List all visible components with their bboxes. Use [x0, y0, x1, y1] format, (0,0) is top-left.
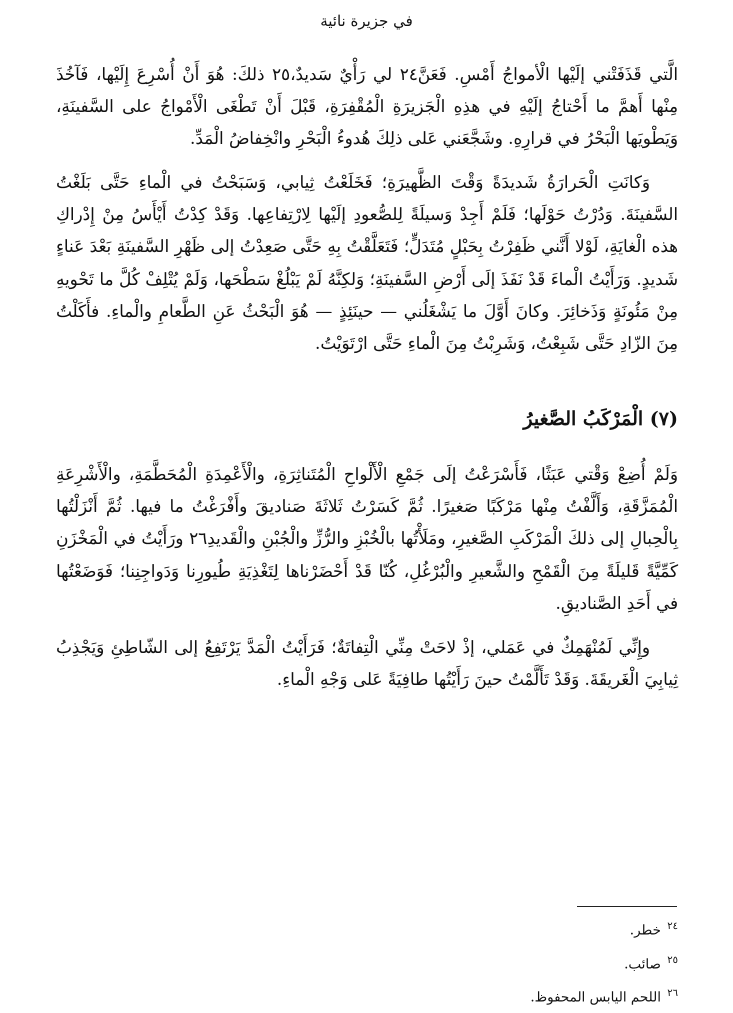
footnote-text: صائب.	[624, 956, 661, 972]
paragraph: وإِنِّي لَمُنْهَمِكٌ في عَمَلي، إذْ لاحَتْ مِنِّي الْتِفاتَةٌ؛ فَرَأَيْتُ الْمَدَّ يَرْتَفِعُ إلى الشّاطِئِ وَيَجْذِبُ ثِيابِيَ الْغَريقَةَ. وَقَدْ تَأَلَّمْتُ حينَ رَأَيْتُها طافِيَةً عَلى وَجْهِ الْماءِ.	[56, 637, 678, 690]
footnotes	[56, 912, 678, 1013]
footnote	[56, 946, 678, 980]
footnote-number: ٢٦	[667, 988, 678, 999]
footnote-divider	[577, 906, 677, 907]
footnote-text: اللحم اليابس المحفوظ.	[530, 989, 661, 1006]
footnote	[56, 979, 678, 1013]
footnote-text: خطر.	[629, 922, 661, 939]
footnote	[56, 912, 678, 946]
footnote-number: ٢٥	[667, 954, 678, 966]
footnote-number: ٢٤	[667, 921, 678, 932]
paragraph: وَلَمْ أُضِعْ وَقْتي عَبَثًا، فَأَسْرَعْتُ إلَى جَمْعِ الْأَلْواحِ الْمُتَناثِرَةِ، والْأَعْمِدَةِ الْمُحَطَّمَةِ، والْأَشْرِعَةِ الْمُمَزَّقَةِ، وَأَلَّفْتُ مِنْها مَرْكَبًا صَغيرًا. ثُمَّ كَسَرْتُ ثَلاثَةَ صَناديقَ وأَفْرَغْتُ ما فيها. ثُمَّ أَنْزَلْتُها بِالْحِبالِ إلى ذلكَ الْمَرْكَبِ الصَّغيرِ، ومَلَأْتُها بالْخُبْزِ والرُّزِّ والْجُبْنِ والْقَديدِ٢٦ ورَأَيْتُ في الْمَخْزَنِ كَمِّيَّةً قَليلَةً مِنَ الْقَمْحِ والشَّعيرِ والْبُرْغُلِ، كُنّا قَدْ أَحْضَرْناها لِتَغْذِيَةِ طُيورِنا وَدَواجِنِنا؛ فَوَضَعْتُها في أَحَدِ الصَّناديقِ.	[56, 464, 678, 613]
running-head: في جزيرة نائية	[320, 12, 413, 30]
section-heading: (٧) الْمَرْكَبُ الصَّغيرُ	[523, 408, 678, 430]
paragraph: الَّتي قَذَفَتْني إلَيْها الْأمواجُ أَمْسِ. فَعَنَّ٢٤ لي رَأْيٌ سَديدٌ،٢٥ ذلكَ: هُوَ أَنْ أُسْرِعَ إِلَيْها، فَآخُذَ مِنْها أَهمَّ ما أَحْتاجُ إلَيْهِ في هذِهِ الْجَزيرَةِ الْمُقْفِرَةِ، قَبْلَ أَنْ تَطْغَى الْأَمْواجُ على السَّفينَةِ، وَيَطْويَها الْبَحْرُ في قرارِهِ. وشَجَّعَني عَلى ذلِكَ هُدوءُ الْبَحْرِ وانْخِفاضُ الْمَدِّ.	[56, 64, 678, 149]
paragraph: وَكانَتِ الْحَرارَةُ شَديدَةً وَقْتَ الظَّهيرَةِ؛ فَخَلَعْتُ ثِيابي، وَسَبَحْتُ في الْماءِ حَتَّى بَلَغْتُ السَّفينَةَ. وَدُرْتُ حَوْلَها؛ فَلَمْ أَجِدْ وَسيلَةً لِلصُّعودِ إلَيْها لِارْتِفاعِها. وَقَدْ كِدْتُ أَيْأَسُ مِنْ إِدْراكِ هذه الْغايَةِ، لَوْلا أَنَّني ظَفِرْتُ بِحَبْلٍ مُتَدَلٍّ؛ فَتَعَلَّقْتُ بِهِ حَتَّى صَعِدْتُ إلى ظَهْرِ السَّفينَةِ بَعْدَ عَناءٍ شَديدٍ. وَرَأَيْتُ الْماءَ قَدْ نَفَذَ إلَى أَرْضِ السَّفينَةِ؛ وَلكِنَّهُ لَمْ يَبْلُغْ سَطْحَها، وَلَمْ يُتْلِفْ كُلَّ ما تَحْويهِ مِنْ مَئُونَةٍ وَذَخائِرَ. وكانَ أَوَّلَ ما يَشْغَلُني — حينَئِذٍ — هُوَ الْبَحْثُ عَنِ الطَّعامِ والْماءِ. فأَكَلْتُ مِنَ الزّادِ حَتَّى شَبِعْتُ، وَشَرِبْتُ مِنَ الْماءِ حَتَّى ارْتَوَيْتُ.	[56, 172, 678, 354]
